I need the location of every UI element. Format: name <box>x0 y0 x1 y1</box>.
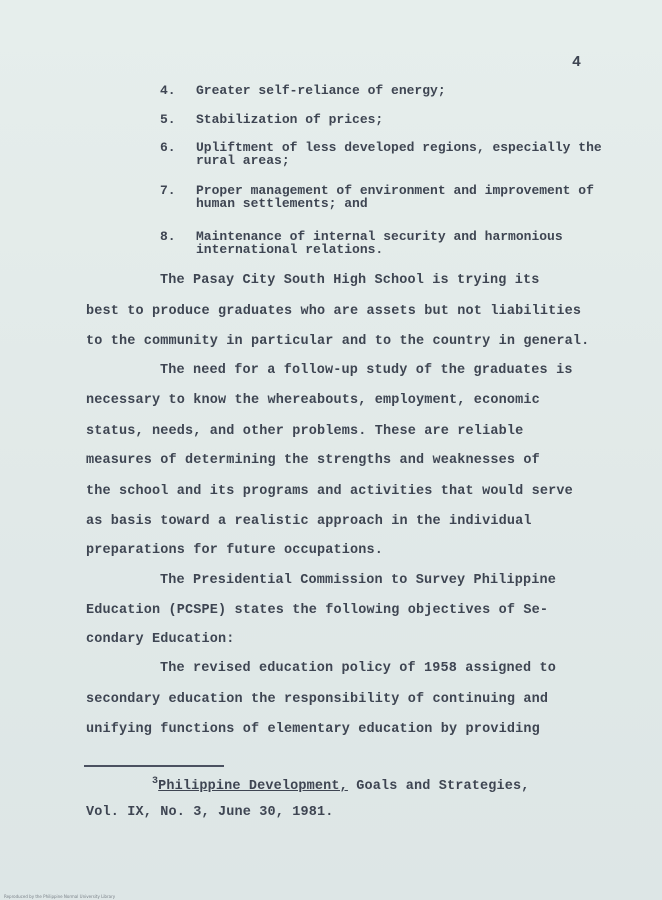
footnote-divider <box>84 765 224 767</box>
list-item-text: Maintenance of internal security and harmonious international relations. <box>196 229 563 257</box>
body-line: The revised education policy of 1958 assigned to <box>160 661 557 676</box>
list-item-number: 7. <box>160 183 176 198</box>
body-line: preparations for future occupations. <box>86 543 384 558</box>
body-line: The Presidential Commission to Survey Philippine <box>160 573 557 588</box>
page-number: 4 <box>572 54 582 71</box>
footnote-title: Philippine Development, <box>158 779 348 794</box>
library-stamp: Reproduced by the Philippine Normal University Library <box>4 894 116 899</box>
list-item-text: Upliftment of less developed regions, especially the rural areas; <box>196 140 602 168</box>
body-line: as basis toward a realistic approach in the individual <box>86 514 532 529</box>
body-line: secondary education the responsibility of continuing and <box>86 692 549 707</box>
list-item-number: 5. <box>160 112 176 127</box>
body-line: necessary to know the whereabouts, employment, economic <box>86 393 540 408</box>
list-item-text: Proper management of environment and improvement of human settlements; and <box>196 183 594 211</box>
body-line: The Pasay City South High School is trying its <box>160 273 540 288</box>
body-line: best to produce graduates who are assets but not liabilities <box>86 304 582 319</box>
body-line: The need for a follow-up study of the graduates is <box>160 363 573 378</box>
list-item-text: Greater self-reliance of energy; <box>196 83 446 98</box>
body-line: unifying functions of elementary education by providing <box>86 722 540 737</box>
body-line: measures of determining the strengths and weaknesses of <box>86 453 540 468</box>
body-line: condary Education: <box>86 632 235 647</box>
footnote-subtitle: Goals and Strategies, <box>347 779 530 794</box>
list-item-text: Stabilization of prices; <box>196 112 384 127</box>
body-line: the school and its programs and activities that would serve <box>86 484 573 499</box>
list-item-number: 6. <box>160 140 176 155</box>
footnote-marker: 3 <box>152 776 159 787</box>
body-line: status, needs, and other problems. These are reliable <box>86 424 524 439</box>
footnote-line <box>152 776 530 794</box>
body-line: Education (PCSPE) states the following objectives of Se- <box>86 603 549 618</box>
list-item-number: 8. <box>160 229 176 244</box>
body-line: to the community in particular and to the country in general. <box>86 334 590 349</box>
footnote-line: Vol. IX, No. 3, June 30, 1981. <box>86 805 334 820</box>
list-item-number: 4. <box>160 83 176 98</box>
